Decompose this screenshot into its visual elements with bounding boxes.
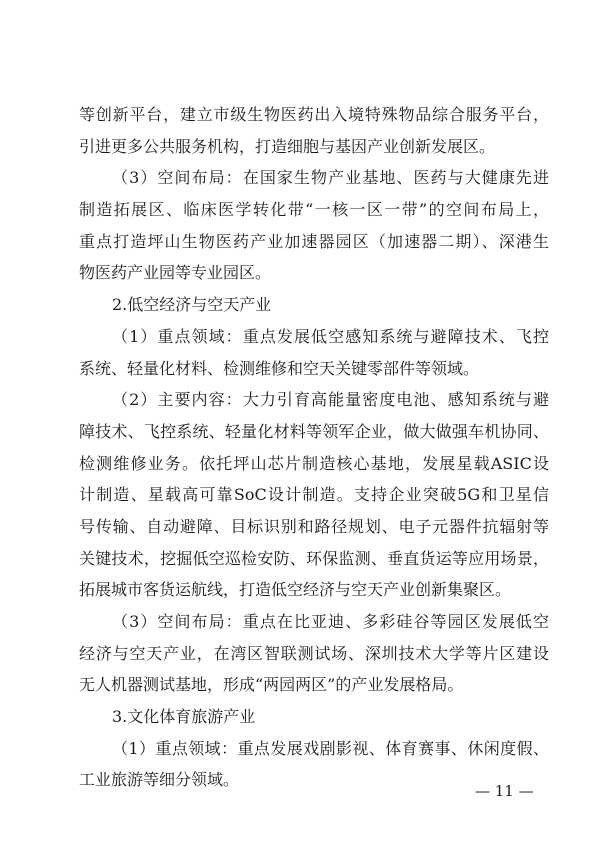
paragraph-line: 号传输、自动避障、目标识别和路径规划、电子元器件抗辐射等 (79, 516, 549, 536)
paragraph-line: 重点打造坪山生物医药产业加速器园区（加速器二期）、深港生 (79, 231, 549, 251)
paragraph-line: 引进更多公共服务机构，打造细胞与基因产业创新发展区。 (79, 136, 496, 156)
paragraph-line: （3）空间布局：重点在比亚迪、多彩硅谷等园区发展低空 (112, 612, 549, 631)
section-heading: 3.文化体育旅游产业 (112, 707, 256, 727)
paragraph-line: （3）空间布局：在国家生物产业基地、医药与大健康先进 (112, 168, 549, 188)
paragraph-line: 经济与空天产业，在湾区智联测试场、深圳技术大学等片区建设 (79, 643, 549, 663)
paragraph-line: （1）重点领域：重点发展低空感知系统与避障技术、飞控 (112, 326, 549, 346)
paragraph-line: 系统、轻量化材料、检测维修和空天关键零部件等领域。 (79, 358, 480, 378)
paragraph-line: （2）主要内容：大力引育高能量密度电池、感知系统与避 (112, 390, 549, 410)
paragraph-line: 检测维修业务。依托坪山芯片制造核心基地，发展星载ASIC设 (79, 453, 549, 473)
document-body (79, 99, 549, 796)
paragraph-line: 工业旅游等细分领域。 (79, 770, 240, 790)
paragraph-line: （1）重点领域：重点发展戏剧影视、体育赛事、休闲度假、 (112, 738, 549, 758)
paragraph-line: 等创新平台，建立市级生物医药出入境特殊物品综合服务平台， (79, 105, 549, 124)
paragraph-line: 物医药产业园等专业园区。 (79, 263, 272, 283)
paragraph-line: 计制造、星载高可靠SoC设计制造。支持企业突破5G和卫星信 (79, 485, 549, 505)
paragraph-line: 关键技术，挖掘低空巡检安防、环保监测、垂直货运等应用场景， (79, 548, 549, 568)
paragraph-line: 拓展城市客货运航线，打造低空经济与空天产业创新集聚区。 (79, 580, 512, 600)
paragraph-line: 障技术、飞控系统、轻量化材料等领军企业，做大做强车机协同、 (79, 421, 549, 441)
section-heading: 2.低空经济与空天产业 (112, 295, 272, 315)
page-number: — 11 — (475, 782, 534, 800)
paragraph-line: 制造拓展区、临床医学转化带“一核一区一带”的空间布局上， (79, 200, 549, 220)
paragraph-line: 无人机器测试基地，形成“两园两区”的产业发展格局。 (79, 675, 464, 695)
